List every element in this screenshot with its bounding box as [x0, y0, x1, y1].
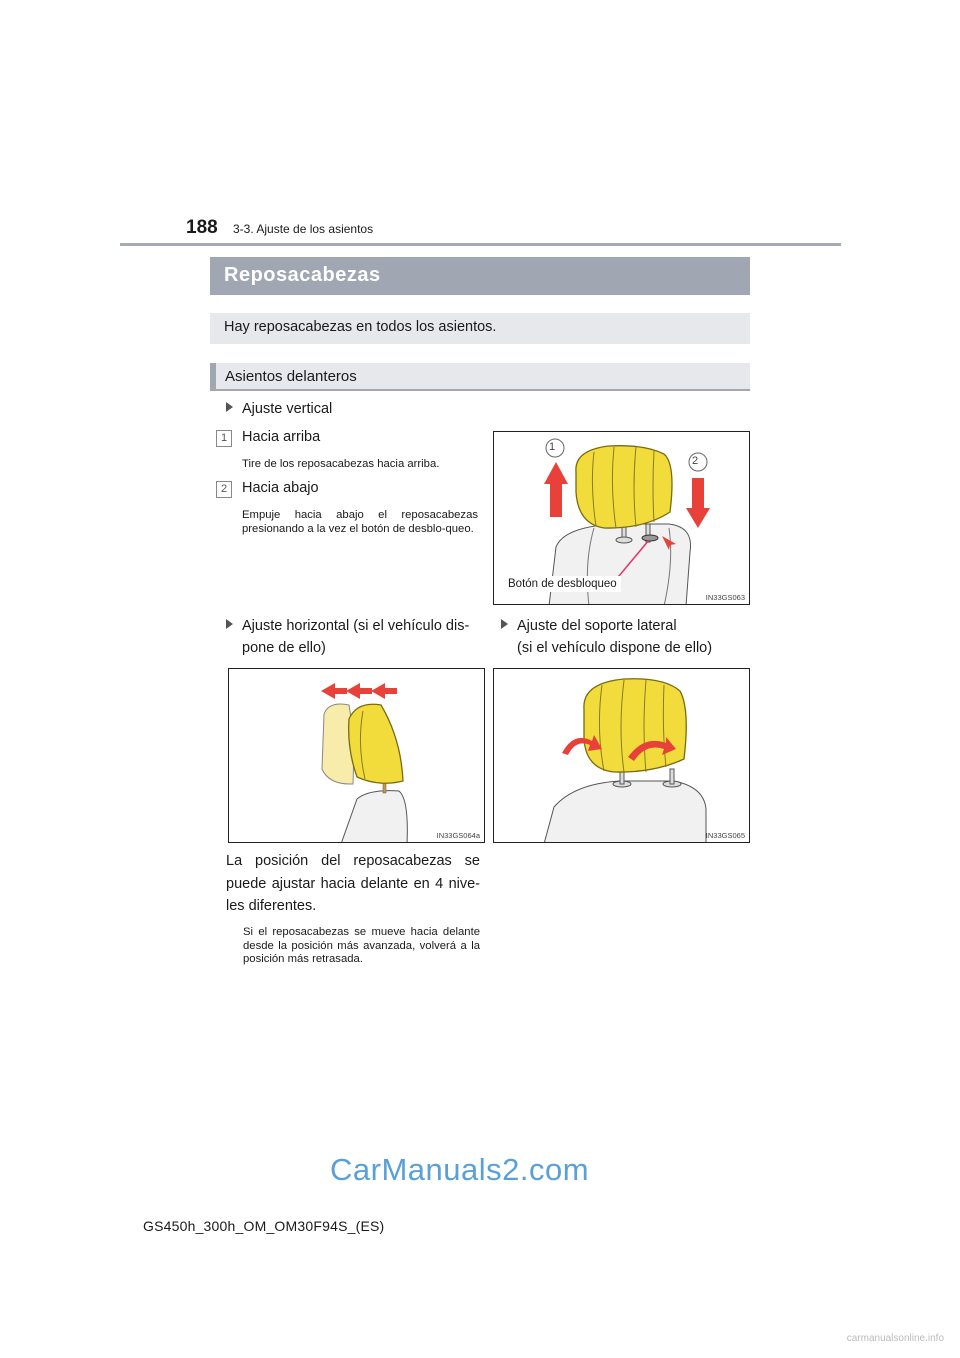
callout-2: 2	[692, 455, 699, 467]
subsection-title: Asientos delanteros	[225, 368, 357, 385]
bullet-lateral	[501, 615, 712, 659]
bullet-horizontal	[226, 615, 469, 659]
bullet-triangle-icon	[226, 619, 233, 629]
callout-1: 1	[549, 441, 556, 453]
figure-3-code: IN33GS065	[705, 831, 745, 840]
bullet-vertical-label: Ajuste vertical	[242, 401, 333, 417]
headrest-horizontal-illustration	[229, 669, 485, 843]
step-2-label: Hacia abajo	[242, 480, 319, 496]
section-title-bar	[210, 257, 750, 295]
step-1-label: Hacia arriba	[242, 429, 321, 445]
bullet-triangle-icon	[226, 402, 233, 412]
section-title: Reposacabezas	[224, 264, 381, 286]
intro-text: Hay reposacabezas en todos los asientos.	[224, 319, 497, 335]
watermark-logo: CarManuals2.com	[330, 1152, 590, 1187]
release-button-label: Botón de desbloqueo	[504, 576, 621, 592]
step-number-1: 1	[216, 430, 232, 447]
horizontal-description: La posición del reposacabezas se puede ajustar hacia delante en 4 nive-les diferentes.	[226, 853, 480, 914]
watermark-site: carmanualsonline.info	[846, 1333, 944, 1344]
figure-2-code: IN33GS064a	[436, 831, 480, 840]
headrest-lateral-illustration	[494, 669, 750, 843]
figure-lateral-adjust	[493, 668, 750, 843]
page-number: 188	[186, 217, 218, 238]
figure-1-code: IN33GS063	[705, 593, 745, 602]
bullet-vertical	[226, 401, 332, 417]
bullet-lateral-line1: Ajuste del soporte lateral	[517, 618, 677, 634]
manual-code: GS450h_300h_OM_OM30F94S_(ES)	[143, 1218, 385, 1234]
bullet-horizontal-line1: Ajuste horizontal (si el vehículo dis-	[242, 618, 470, 634]
step-number-2: 2	[216, 481, 232, 498]
intro-bar	[210, 313, 750, 344]
horizontal-note: Si el reposacabezas se mueve hacia delante desde la posición más avanzada, volverá a la posición más retrasada.	[243, 926, 480, 965]
section-reference: 3-3. Ajuste de los asientos	[233, 222, 374, 236]
bullet-horizontal-line2: pone de ello)	[242, 640, 326, 656]
step-1-text: Tire de los reposacabezas hacia arriba.	[242, 458, 440, 470]
step-2-text: Empuje hacia abajo el reposacabezas presionando a la vez el botón de desblo-queo.	[242, 509, 478, 535]
bullet-lateral-line2: (si el vehículo dispone de ello)	[517, 640, 713, 656]
figure-vertical-adjust	[493, 431, 750, 605]
bullet-triangle-icon	[501, 619, 508, 629]
subsection-bar	[210, 363, 750, 391]
figure-horizontal-adjust	[228, 668, 485, 843]
header-divider	[120, 243, 841, 246]
